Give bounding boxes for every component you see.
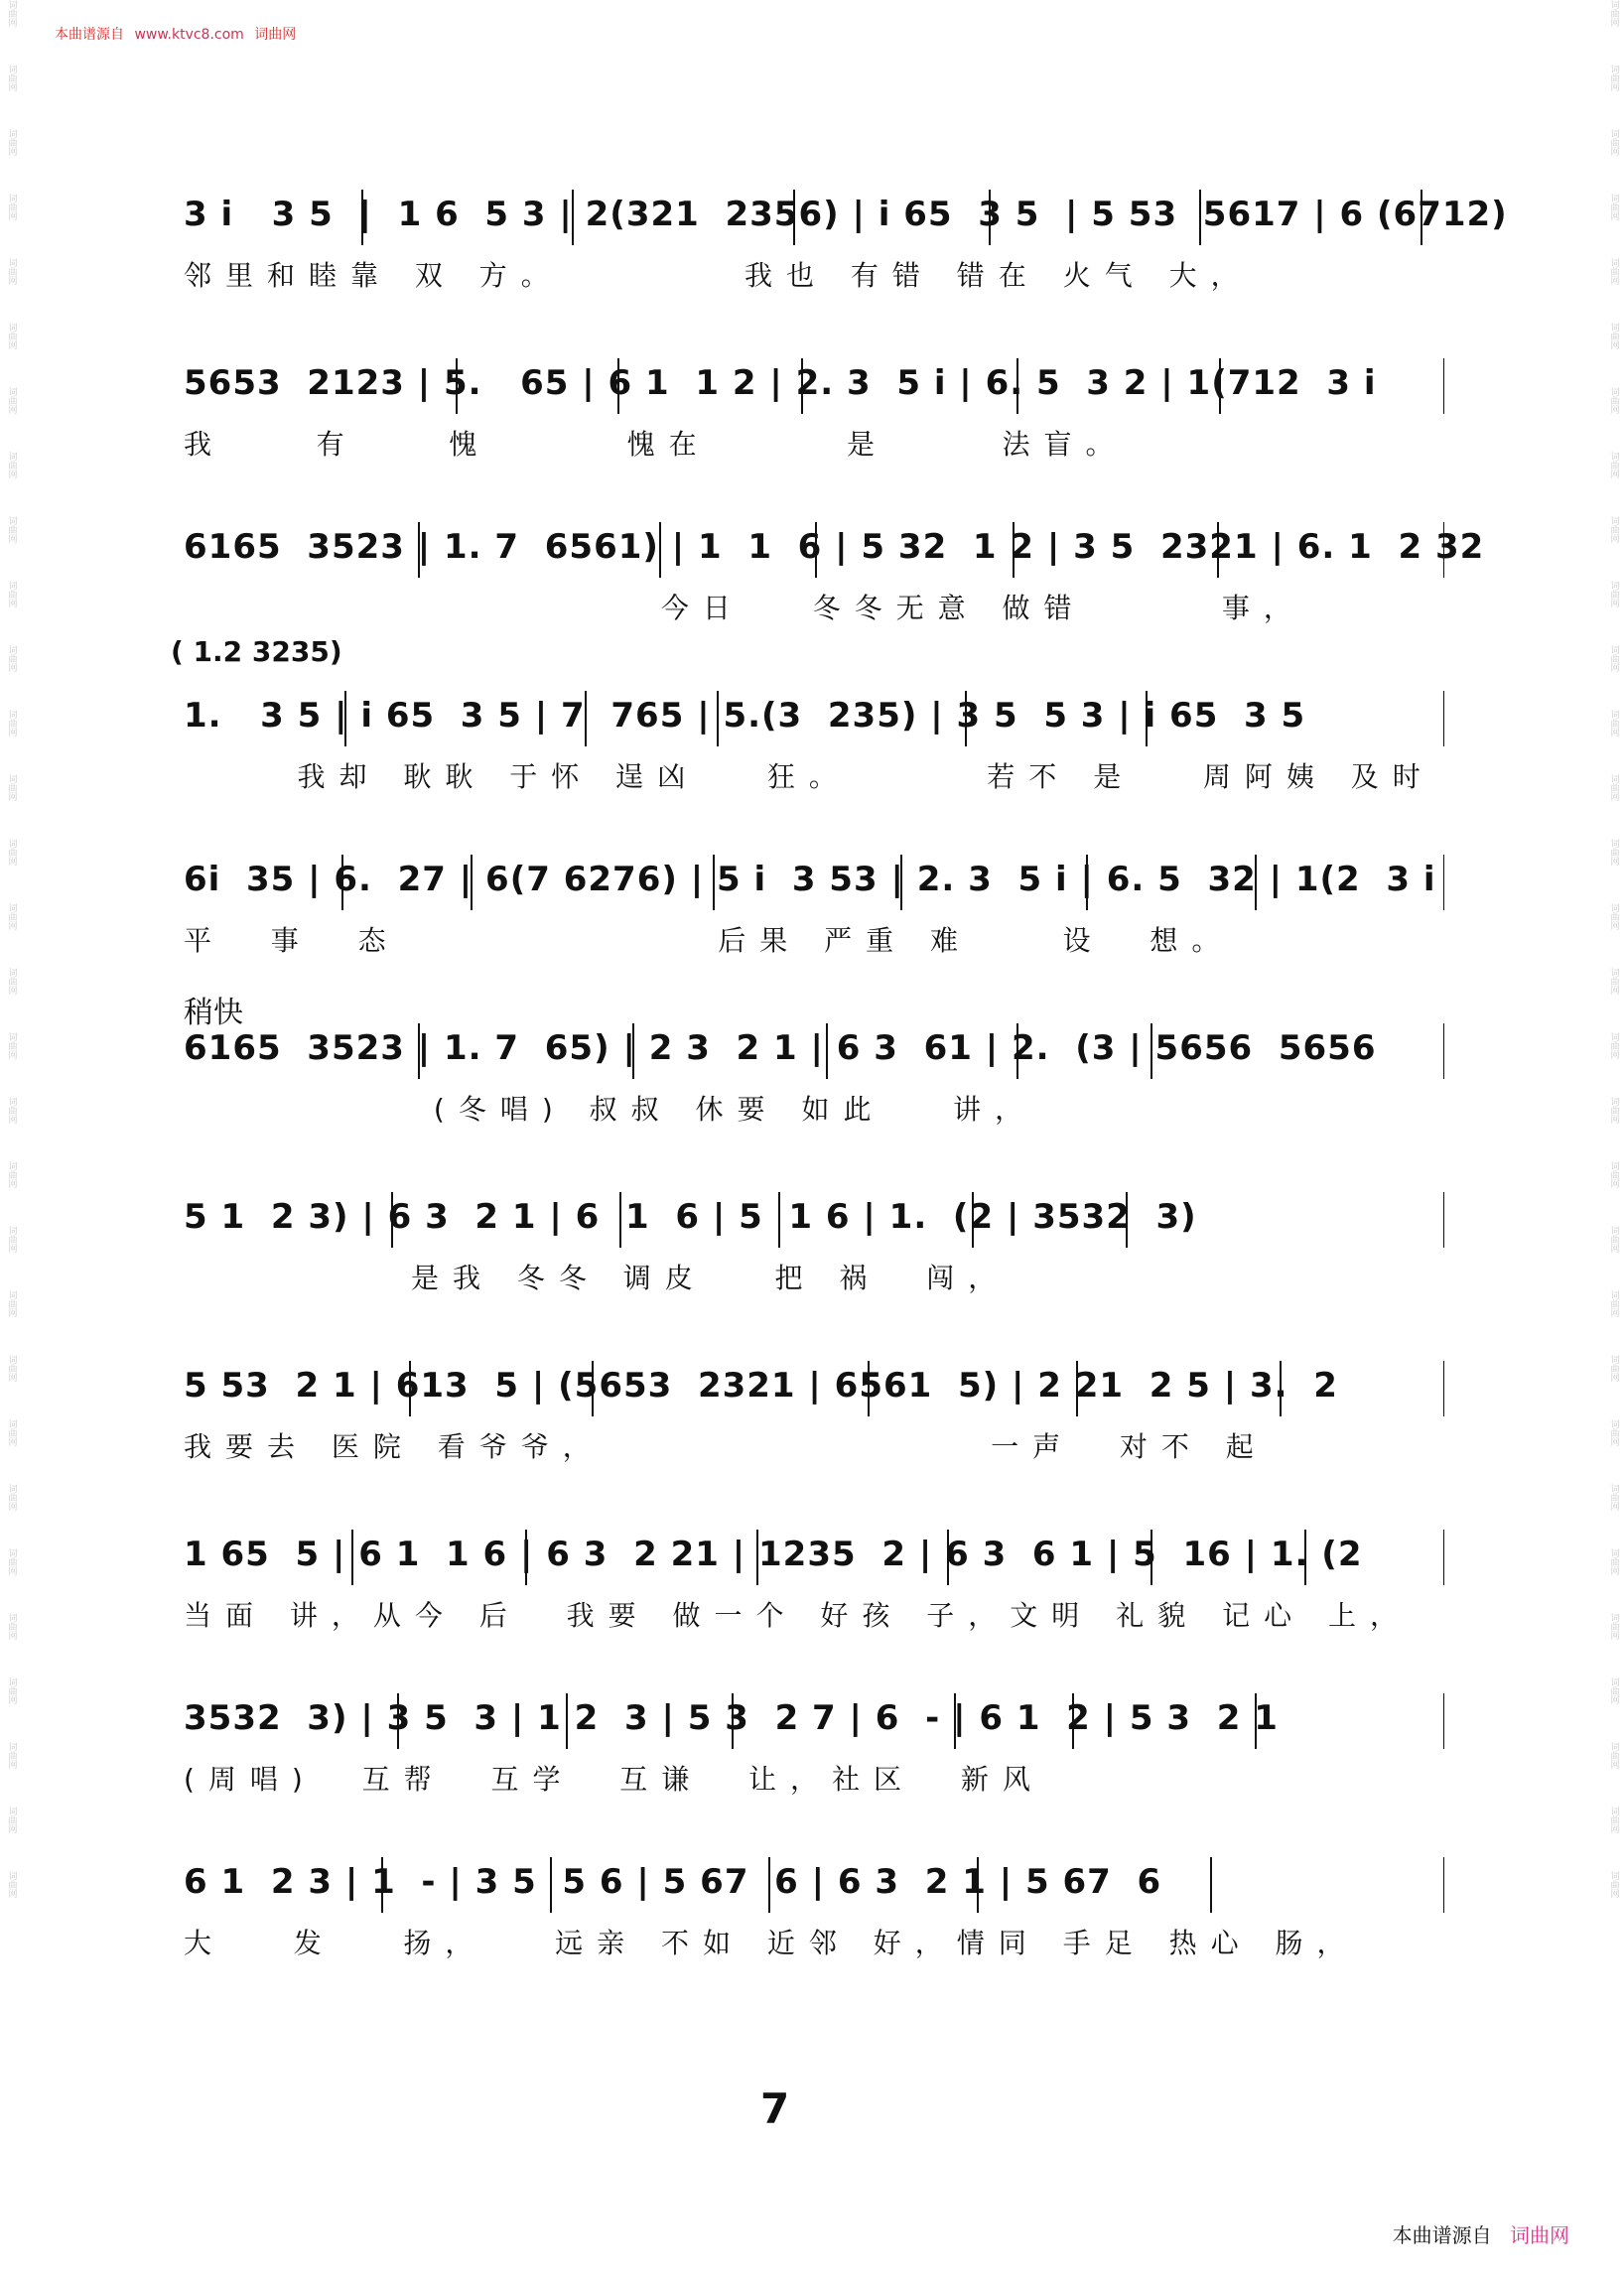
barline-group	[184, 1359, 1444, 1418]
lyrics-row: (冬唱) 叔叔 休要 如此 讲，	[184, 1093, 1037, 1126]
notation-row: 3532 3) | 3 5 3 | 1 2 3 | 5 3 2 7 | 6 - | 6 1 2 | 5 3 2 1	[184, 1698, 1279, 1738]
score-line	[184, 526, 1485, 624]
score-line	[184, 695, 1444, 793]
lyrics-row: 今日 冬冬无意 做错 事，	[184, 592, 1305, 624]
barline-group	[184, 1021, 1444, 1081]
notation-row: 6165 3523 | 1. 7 6561) | 1 1 6 | 5 32 1 2 | 3 5 2321 | 6. 1 2 32	[184, 527, 1485, 567]
lyrics-row: 我要去 医院 看爷爷， 一声 对不 起	[184, 1430, 1268, 1463]
score-line	[184, 362, 1444, 461]
notation-row: 5 53 2 1 | 613 5 | (5653 2321 | 6561 5) | 2 21 2 5 | 3. 2	[184, 1366, 1338, 1406]
grace-intro-annotation: ( 1.2 3235)	[171, 635, 342, 668]
barline-group	[184, 1528, 1444, 1587]
footer-source-label: 本曲谱源自	[1392, 2223, 1492, 2247]
notation-row: 1 65 5 | 6 1 1 6 | 6 3 2 21 | 1235 2 | 6 3 6 1 | 5 16 | 1. (2	[184, 1535, 1363, 1574]
score-line	[184, 1861, 1444, 1959]
notation-row: 5653 2123 | 5. 65 | 6 1 1 2 | 2. 3 5 i | 6. 5 3 2 | 1(712 3 i	[184, 363, 1377, 403]
left-watermark-strip: 词曲网 词曲网 词曲网 词曲网 词曲网 词曲网 词曲网 词曲网 词曲网 词曲网 词曲网 词曲网 词曲网 词曲网 词曲网 词曲网 词曲网 词曲网 词曲网 词曲网 词曲网 词曲网 词曲网 词曲网 词曲网 词曲网 词曲网 词曲网 词曲网 词曲网	[6, 0, 17, 1898]
right-watermark-strip: 词曲网 词曲网 词曲网 词曲网 词曲网 词曲网 词曲网 词曲网 词曲网 词曲网 词曲网 词曲网 词曲网 词曲网 词曲网 词曲网 词曲网 词曲网 词曲网 词曲网 词曲网 词曲网 词曲网 词曲网 词曲网 词曲网 词曲网 词曲网 词曲网 词曲网	[1608, 0, 1619, 1898]
lyrics-row: 是我 冬冬 调皮 把 祸 闯，	[184, 1262, 1011, 1294]
barline-group	[184, 689, 1444, 748]
page-footer	[1393, 2219, 1569, 2248]
lyrics-row: 平 事 态 后果 严重 难 设 想。	[184, 924, 1234, 957]
score-line	[184, 1697, 1444, 1796]
header-site-url[interactable]: www.ktvc8.com	[134, 27, 244, 43]
score-line	[184, 1534, 1444, 1632]
score-line	[184, 859, 1444, 957]
lyrics-row: 我却 耿耿 于怀 逞凶 狂。 若不 是 周阿姨 及时	[184, 760, 1434, 793]
barline-group	[184, 520, 1485, 580]
notation-row: 6i 35 | 6. 27 | 6(7 6276) | 5 i 3 53 | 2. 3 5 i | 6. 5 32 | 1(2 3 i	[184, 860, 1436, 899]
lyrics-row: 当面 讲，从今 后 我要 做一个 好孩 子，文明 礼貌 记心 上，	[184, 1599, 1413, 1632]
score-line	[184, 194, 1508, 292]
notation-row: 1. 3 5 | i 65 3 5 | 7 765 | 5.(3 235) | 3 5 5 3 | i 65 3 5	[184, 696, 1306, 736]
barline-group	[184, 853, 1444, 912]
page-header	[55, 24, 296, 44]
notation-row: 6 1 2 3 | 1 - | 3 5 5 6 | 5 67 6 | 6 3 2 1 | 5 67 6	[184, 1862, 1162, 1902]
lyrics-row: (周唱) 互帮 互学 互谦 让，社区 新风	[184, 1763, 1044, 1796]
barline-group	[184, 356, 1444, 416]
score-line	[184, 1027, 1444, 1126]
barline-group	[184, 1855, 1444, 1915]
notation-row: 5 1 2 3) | 6 3 2 1 | 6 1 6 | 5 1 6 | 1. (2 | 3532 3)	[184, 1197, 1197, 1237]
notation-row: 6165 3523 | 1. 7 65) | 2 3 2 1 | 6 3 61 | 2. (3 | 5656 5656	[184, 1028, 1377, 1068]
lyrics-row: 我 有 愧 愧在 是 法盲。	[184, 428, 1128, 461]
barline-group	[184, 188, 1508, 247]
page-number: 7	[760, 2084, 790, 2133]
barline-group	[184, 1691, 1444, 1751]
lyrics-row: 大 发 扬， 远亲 不如 近邻 好，情同 手足 热心 肠，	[184, 1927, 1359, 1959]
header-site-name[interactable]: 词曲网	[254, 27, 297, 43]
footer-brand[interactable]: 词曲网	[1510, 2223, 1569, 2247]
tempo-mark: 稍快	[184, 996, 243, 1030]
score-line	[184, 1365, 1444, 1463]
score-line	[184, 1196, 1444, 1294]
header-source-label: 本曲谱源自	[55, 27, 124, 43]
notation-row: 3 i 3 5 | 1 6 5 3 | 2(321 2356) | i 65 3 5 | 5 53 5617 | 6 (6712)	[184, 195, 1508, 234]
lyrics-row: 邻里和睦靠 双 方。 我也 有错 错在 火气 大，	[184, 259, 1253, 292]
barline-group	[184, 1190, 1444, 1250]
